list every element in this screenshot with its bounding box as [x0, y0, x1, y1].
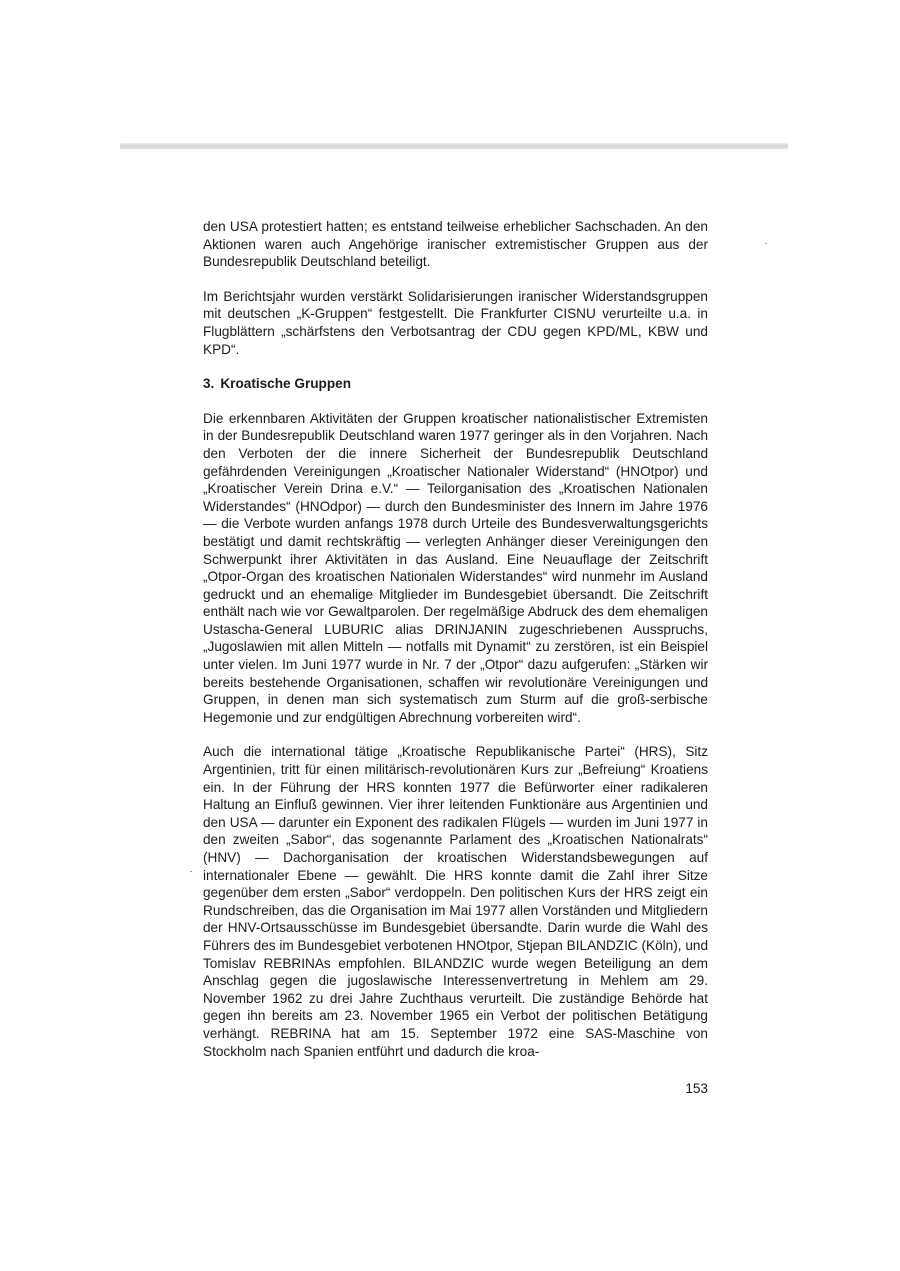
top-scan-rule: [120, 143, 788, 149]
section-title: Kroatische Gruppen: [220, 376, 352, 392]
paragraph-aktivitaeten: Die erkennbaren Aktivitäten der Gruppen kroatischer nationalistischer Extremisten in der Bundesrepublik Deutschland waren 1977 geringer als in den Vorjahren. Nach den Verboten der die innere Sicherheit der Bundesrepublik Deutschland gefährdenden Vereinigungen „Kroatischer Nationaler Widerstand“ (HNOtpor) und „Kroatischer Verein Drina e.V.“ — Teilorganisation des „Kroatischen Nationalen Widerstandes“ (HNOdpor) — durch den Bundesminister des Innern im Jahre 1976 — die Verbote wurden anfangs 1978 durch Urteile des Bundesverwaltungsgerichts bestätigt und damit rechtskräftig — verlegten Anhänger dieser Vereinigungen den Schwerpunkt ihrer Aktivitäten in das Ausland. Eine Neuauflage der Zeitschrift „Otpor-Organ des kroatischen Nationalen Widerstandes“ wird nunmehr im Ausland gedruckt und an ehemalige Mitglieder im Bundesgebiet übersandt. Die Zeitschrift enthält nach wie vor Gewaltparolen. Der regelmäßige Abdruck des dem ehemaligen Ustascha-General LUBURIC alias DRINJANIN zugeschriebenen Ausspruchs, „Jugoslawien mit allen Mitteln — notfalls mit Dynamit“ zu zerstören, ist ein Beispiel unter vielen. Im Juni 1977 wurde in Nr. 7 der „Otpor“ dazu aufgerufen: „Stärken wir bereits bestehende Organisationen, schaffen wir revolutionäre Vereinigungen und Gruppen, in denen man sich systematisch zum Sturm auf die groß-serbische Hegemonie und zur endgültigen Abrechnung vorbereiten wird“.: [203, 410, 708, 725]
section-number: 3.: [203, 376, 215, 392]
paragraph-solidarisierungen: Im Berichtsjahr wurden verstärkt Solidarisierungen iranischer Widerstandsgruppen mit deutschen „K-Gruppen“ festgestellt. Die Frankfurter CISNU verurteilte u.a. in Flugblättern „schärfstens den Verbotsantrag der CDU gegen KPD/ML, KBW und KPD“.: [203, 288, 708, 357]
page-number: 153: [685, 1081, 708, 1096]
scan-speck: [190, 871, 192, 872]
page-body: [203, 218, 708, 1077]
paragraph-hrs: Auch die international tätige „Kroatische Republikanische Partei“ (HRS), Sitz Argentinien, tritt für einen militärisch-revolutionären Kurs zur „Befreiung“ Kroatiens ein. In der Führung der HRS konnten 1977 die Befürworter einer radikaleren Haltung an Einfluß gewinnen. Vier ihrer leitenden Funktionäre aus Argentinien und den USA — darunter ein Exponent des radikalen Flügels — wurden im Juni 1977 in den zweiten „Sabor“, das sogenannte Parlament des „Kroatischen Nationalrats“ (HNV) — Dachorganisation der kroatischen Widerstandsbewegungen auf internationaler Ebene — gewählt. Die HRS konnte damit die Zahl ihrer Sitze gegenüber dem ersten „Sabor“ verdoppeln. Den politischen Kurs der HRS zeigt ein Rundschreiben, das die Organisation im Mai 1977 allen Vorständen und Mitgliedern der HNV-Ortsausschüsse im Bundesgebiet übersandte. Darin wurde die Wahl des Führers des im Bundesgebiet verbotenen HNOtpor, Stjepan BILANDZIC (Köln), und Tomislav REBRINAs empfohlen. BILANDZIC wurde wegen Beteiligung an dem Anschlag gegen die jugoslawische Interessenvertretung in Mehlem am 29. November 1962 zu drei Jahre Zuchthaus verurteilt. Die zuständige Behörde hat gegen ihn bereits am 23. November 1965 ein Verbot der politischen Betätigung verhängt. REBRINA hat am 15. September 1972 eine SAS-Maschine von Stockholm nach Spanien entführt und dadurch die kroa-: [203, 744, 708, 1059]
scan-speck: [765, 243, 767, 244]
paragraph-sachschaden: den USA protestiert hatten; es entstand teilweise erheblicher Sachschaden. An den Aktionen waren auch Angehörige iranischer extremistischer Gruppen aus der Bundesrepublik Deutschland beteiligt.: [203, 219, 708, 270]
section-heading: [203, 375, 708, 393]
